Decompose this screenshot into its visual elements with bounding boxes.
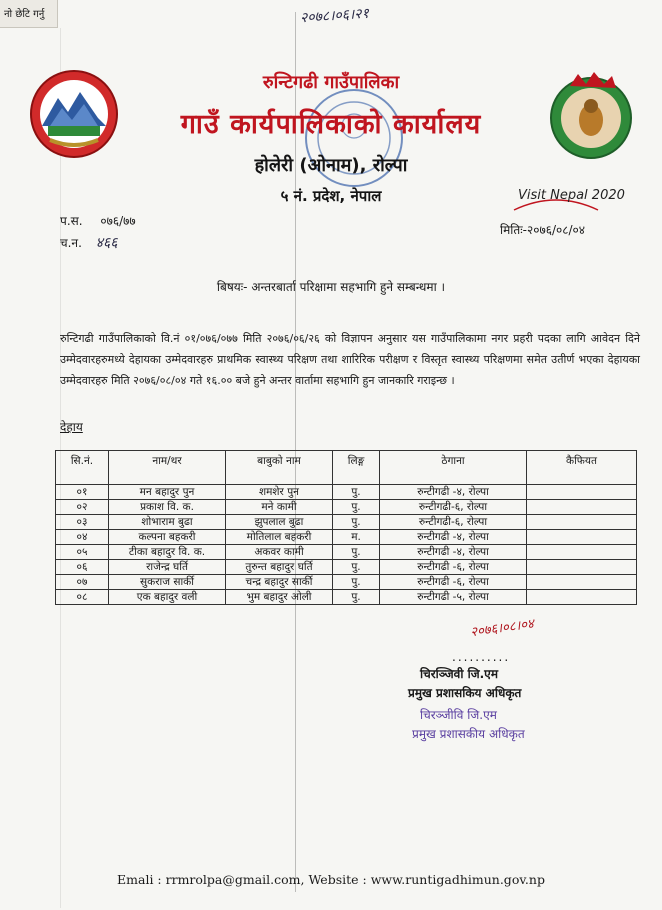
cell: ०२: [56, 500, 109, 515]
letter-body: रुन्टिगढी गाउँपालिकाको वि.नं ०१/०७६/०७७ मिति २०७६/०६/२६ को विज्ञापन अनुसार यस गाउँपालिकामा नगर प्रहरी पदका लागि आवेदन दिने उम्मेदवारहरुमध्ये देहायका उम्मेदवारहरु प्राथमिक स्वास्थ्य परिक्षण तथा शारिरिक परीक्षण र विस्तृत स्वास्थ्य परिक्षणमा समेत उतीर्ण भएका देहायका उम्मेदवारहरु मिति २०७६/०८/०४ गते १६.०० बजे हुने अन्तर वार्तामा सहभागि हुन जानकारि गराइन्छ ।: [60, 332, 640, 387]
cell: पु.: [333, 575, 380, 590]
dispatch-number: [60, 233, 118, 252]
signature-scribble: २०७६।०८।०४: [469, 616, 535, 641]
cell: रुन्टीगढी -६, रोल्पा: [380, 575, 527, 590]
cell: म.: [333, 530, 380, 545]
cell: [527, 485, 637, 500]
col-address: ठेगाना: [380, 451, 527, 485]
list-heading: देहाय: [60, 420, 83, 434]
subject-line: बिषयः- अन्तरबार्ता परिक्षामा सहभागि हुने सम्बन्धमा ।: [216, 280, 446, 294]
ps-value: ०७६/७७: [100, 214, 136, 228]
letter-date: मितिः-२०७६/०८/०४: [500, 223, 585, 237]
cell: चन्द्र बहादुर सार्की: [226, 575, 333, 590]
cell: ०५: [56, 545, 109, 560]
cell: रुन्टीगढी -६, रोल्पा: [380, 560, 527, 575]
cell: पु.: [333, 560, 380, 575]
cell: ०१: [56, 485, 109, 500]
col-sn: सि.नं.: [56, 451, 109, 485]
chn-label: च.न.: [60, 236, 82, 250]
cell: मने कामी: [226, 500, 333, 515]
table-row: [56, 500, 637, 515]
cell: पु.: [333, 590, 380, 605]
cell: ०४: [56, 530, 109, 545]
cell: झुपलाल बुढा: [226, 515, 333, 530]
footer-contact: Emali : rrmrolpa@gmail.com, Website : www.runtigadhimun.gov.np: [117, 872, 545, 887]
table-row: [56, 530, 637, 545]
cell: [527, 560, 637, 575]
cell: [527, 575, 637, 590]
office-title: गाउँ कार्यपालिकाको कार्यालय: [180, 109, 482, 140]
signatory-title: प्रमुख प्रशासकिय अधिकृत: [408, 686, 522, 700]
col-father: बाबुको नाम: [226, 451, 333, 485]
stamp-name: चिरञ्जीवि जि.एम: [420, 708, 497, 722]
cell: भुम बहादुर ओली: [226, 590, 333, 605]
cell: ०७: [56, 575, 109, 590]
table-row: [56, 590, 637, 605]
ps-label: प.स.: [60, 214, 83, 228]
signatory-name: चिरञ्जिवी जि.एम: [420, 667, 498, 681]
cell: कल्पना बहकरी: [109, 530, 226, 545]
col-gender: लिङ्ग: [333, 451, 380, 485]
chn-value: ४६६: [95, 235, 118, 251]
stamp-title: प्रमुख प्रशासकीय अधिकृत: [412, 727, 525, 741]
cell: प्रकाश वि. क.: [109, 500, 226, 515]
cell: ०३: [56, 515, 109, 530]
cell: पु.: [333, 515, 380, 530]
cell: ०८: [56, 590, 109, 605]
cell: रुन्टीगढी -४, रोल्पा: [380, 545, 527, 560]
cell: [527, 545, 637, 560]
cell: ०६: [56, 560, 109, 575]
cell: [527, 515, 637, 530]
cell: पु.: [333, 545, 380, 560]
table-row: [56, 575, 637, 590]
signature-line: ..........: [452, 650, 511, 664]
previous-page-fragment: नो छेटि गर्नु: [0, 0, 58, 28]
cell: तुरुन्त बहादुर घर्ति: [226, 560, 333, 575]
cell: टीका बहादुर वि. क.: [109, 545, 226, 560]
cell: रुन्टीगढी-६, रोल्पा: [380, 500, 527, 515]
cell: मन बहादुर पुन: [109, 485, 226, 500]
handwritten-note: २०७८।०६।२१: [299, 5, 370, 27]
cell: पु.: [333, 485, 380, 500]
table-header-row: [56, 451, 637, 485]
cell: अकवर कामी: [226, 545, 333, 560]
cell: मोतिलाल बहकरी: [226, 530, 333, 545]
cell: पु.: [333, 500, 380, 515]
cell: सुकराज सार्की: [109, 575, 226, 590]
col-name: नाम/थर: [109, 451, 226, 485]
col-remarks: कैफियत: [527, 451, 637, 485]
cell: [527, 590, 637, 605]
cell: रुन्टीगढी -५, रोल्पा: [380, 590, 527, 605]
cell: रुन्टीगढी -४, रोल्पा: [380, 485, 527, 500]
cell: [527, 530, 637, 545]
table-row: [56, 545, 637, 560]
province-line: ५ नं. प्रदेश, नेपाल: [280, 187, 382, 205]
candidate-table: [55, 450, 637, 605]
cell: शोभाराम बुढा: [109, 515, 226, 530]
municipality-name: रुन्टिगढी गाउँपालिका: [262, 72, 400, 93]
table-row: [56, 515, 637, 530]
cell: एक बहादुर वली: [109, 590, 226, 605]
cell: रुन्टीगढी -४, रोल्पा: [380, 530, 527, 545]
cell: [527, 500, 637, 515]
cell: राजेन्द्र घर्ति: [109, 560, 226, 575]
letter-number: [60, 212, 136, 229]
table-row: [56, 560, 637, 575]
cell: रुन्टीगढी-६, रोल्पा: [380, 515, 527, 530]
office-location: होलेरी (ओनाम), रोल्पा: [254, 155, 408, 176]
table-row: [56, 485, 637, 500]
cell: शमशेर पुन: [226, 485, 333, 500]
visit-nepal-badge: Visit Nepal 2020: [518, 188, 625, 203]
